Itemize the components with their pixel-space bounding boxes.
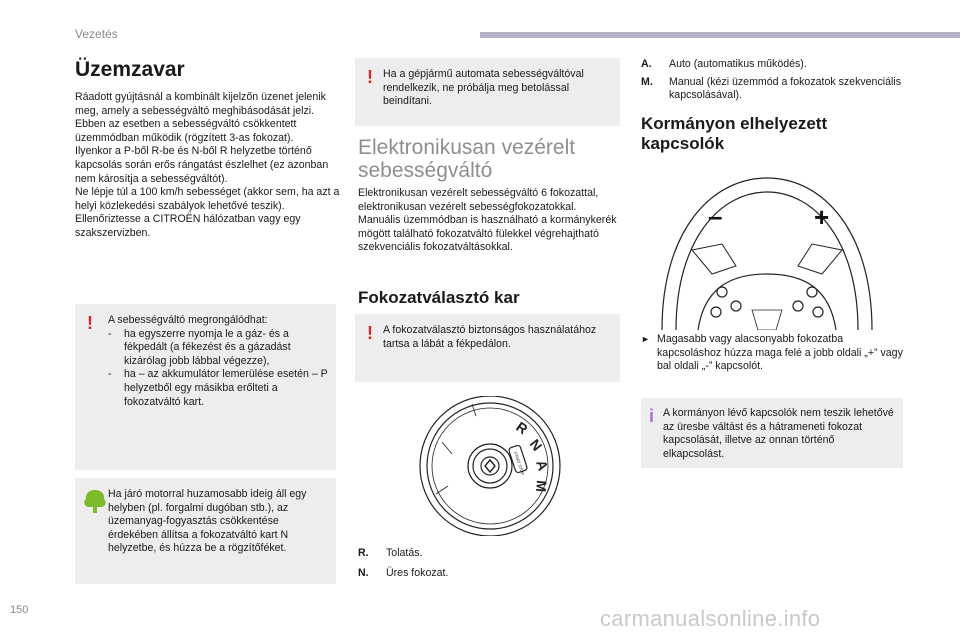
minus-paddle-label: – xyxy=(708,201,723,231)
plus-paddle-label: + xyxy=(814,202,830,232)
warning-icon: ! xyxy=(87,313,93,333)
warning-icon: ! xyxy=(367,323,373,343)
list-item: - ha – az akkumulátor lemerülése esetén – P helyzetből egy másikba erőlteti a fokozatváltó kart. xyxy=(108,368,328,408)
definition-item: A. Auto (automatikus működés). xyxy=(641,58,807,70)
section-title-wheel-paddles: Kormányon elhelyezett kapcsolók xyxy=(641,114,828,153)
warning-box-damage xyxy=(75,304,336,470)
gearbox-intro: Elektronikusan vezérelt sebességváltó 6 fokozattal, elektronikusan vezérelt sebességfokozatokkal. Manuális üzemmódban is használható a kormánykerék mögött található fokozatváltó fülekkel végrehajtható szekvenciális fokozatváltásokkal. xyxy=(358,187,617,254)
subsection-title-selector: Fokozatválasztó kar xyxy=(358,288,520,307)
definition-item: M. Manual (kézi üzemmód a fokozatok szekvenciális kapcsolásával). xyxy=(641,75,901,102)
section-title-electronic-gearbox: Elektronikusan vezérelt sebességváltó xyxy=(358,136,576,182)
paragraph: Ellenőriztesse a CITROËN hálózatban vagy egy szakszervizben. xyxy=(75,213,301,239)
paragraph: Ne lépje túl a 100 km/h sebességet (akkor sem, ha azt a helyi közlekedési szabályok lehetővé teszik). xyxy=(75,186,340,212)
gear-letter-m: M xyxy=(532,479,550,493)
watermark: carmanualsonline.info xyxy=(600,606,821,631)
uzemzavar-text xyxy=(75,91,340,241)
section-title-uzemzavar: Üzemzavar xyxy=(75,58,185,81)
mode-definitions xyxy=(641,58,903,103)
gear-letter-r: R xyxy=(513,418,531,438)
paddle-instruction: ► Magasabb vagy alacsonyabb fokozatba kapcsoláshoz húzza maga felé a jobb oldali „+” vagy bal oldali „-” kapcsolót. xyxy=(641,333,903,373)
paragraph: Ráadott gyújtásnál a kombinált kijelzőn üzenet jelenik meg, amely a sebességváltó meghibásodását jelzi. xyxy=(75,91,326,117)
definition-item: R. Tolatás. xyxy=(358,547,423,559)
warning-icon: ! xyxy=(367,67,373,87)
warning-box-push-start xyxy=(355,58,620,126)
warning-intro: A sebességváltó megrongálódhat: xyxy=(108,314,268,326)
steering-wheel-illustration xyxy=(652,170,882,330)
gear-definitions xyxy=(358,547,618,580)
eco-tip-box xyxy=(75,478,336,584)
start-stop-label: START STOP xyxy=(513,450,526,476)
warning-box-brake xyxy=(355,314,620,382)
info-icon: i xyxy=(649,406,655,426)
info-text: A kormányon lévő kapcsolók nem teszik lehetővé az üresbe váltást és a hátrameneti fokozat kapcsolását, illetve az onnan történő elkapcsolást. xyxy=(663,407,894,460)
paragraph: Ebben az esetben a sebességváltó csökkentett üzemmódban működik (rögzített 3-as fokozat). xyxy=(75,118,297,144)
warning-content xyxy=(108,314,330,409)
gear-letter-a: A xyxy=(533,457,552,473)
gear-letter-n: N xyxy=(526,435,546,454)
warning-text: A fokozatválasztó biztonságos használatához tartsa a lábát a fékpedálon. xyxy=(383,324,597,350)
info-box-paddles xyxy=(641,398,903,468)
page-number: 150 xyxy=(10,604,29,616)
paragraph: Ilyenkor a P-ből R-be és N-ből R helyzetbe történő kapcsolás során erős rángatást észlelhet (ez azonban nem károsítja a sebességváltót). xyxy=(75,145,329,185)
eco-leaf-icon xyxy=(83,488,107,514)
bullet-arrow-icon: ► xyxy=(641,334,650,344)
gear-selector-illustration xyxy=(412,396,562,536)
section-label: Vezetés xyxy=(75,27,118,41)
warning-text: Ha a gépjármű automata sebességváltóval rendelkezik, ne próbálja meg betolással beindítani. xyxy=(383,68,584,108)
definition-item: N. Üres fokozat. xyxy=(358,566,449,579)
eco-tip-text: Ha járó motorral huzamosabb ideig áll egy helyben (pl. forgalmi dugóban stb.), az üzemanyag-fogyasztás csökkentése érdekében állítsa a fokozatváltó kart N helyzetbe, és húzza be a rögzítőféket. xyxy=(108,488,307,555)
list-item: - ha egyszerre nyomja le a gáz- és a fékpedált (a fékezést és a gázadást kizárólag jobb lábbal végezze), xyxy=(108,327,291,367)
header-bar xyxy=(480,32,960,38)
